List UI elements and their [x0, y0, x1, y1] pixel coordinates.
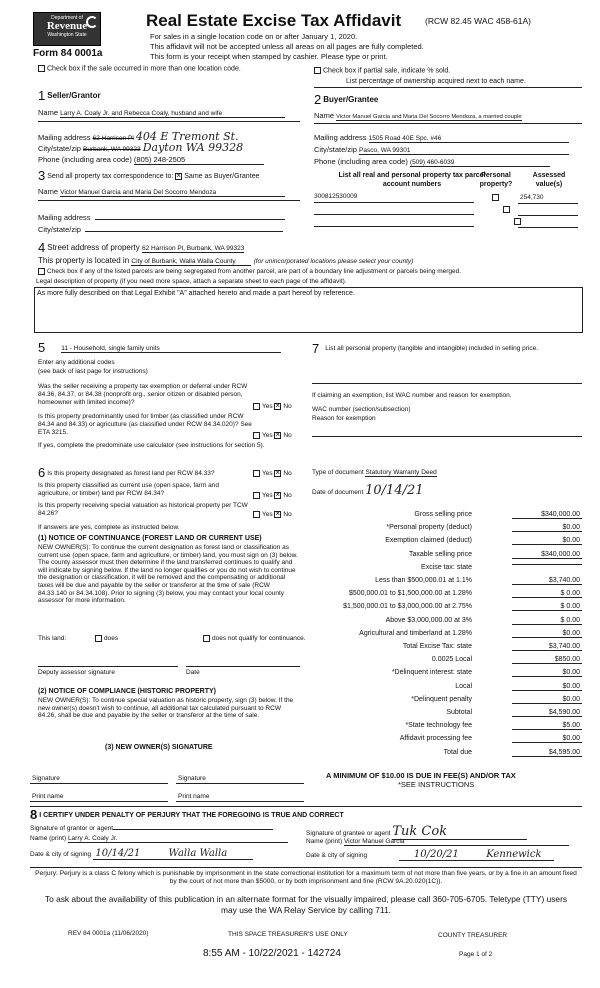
s6-q2-answer — [253, 492, 292, 499]
s6-q1-yes-checkbox[interactable] — [253, 470, 260, 477]
buyer-heading-label: Buyer/Grantee — [323, 95, 379, 104]
tax-row-label: Taxable selling price — [408, 550, 472, 558]
seller-city-handwritten: Dayton WA 99328 — [142, 141, 244, 154]
buyer-name-row — [314, 111, 582, 120]
personal-property-checkbox-2[interactable] — [503, 206, 510, 213]
page-number: Page 1 of 2 — [459, 951, 493, 958]
does-checkbox[interactable] — [95, 635, 102, 642]
assessed-value-header: Assessed value(s) — [532, 172, 566, 188]
personal-property-checkbox-1[interactable] — [492, 194, 499, 201]
corr-mail-row — [38, 212, 285, 222]
buyer-phone-row — [314, 157, 550, 167]
tax-row-value: $4,590.00 — [512, 709, 582, 717]
tax-row-label: Local — [455, 682, 472, 690]
seller-mail-label: Mailing address — [38, 133, 91, 142]
seller-city-row — [38, 141, 300, 154]
notice-continuance-title: (1) NOTICE OF CONTINUANCE (FOREST LAND OR CURRENT USE) — [38, 535, 262, 542]
page-title: Real Estate Excise Tax Affidavit — [146, 11, 402, 30]
section-2-num: 2 — [314, 92, 322, 107]
tax-row — [312, 603, 582, 617]
grantor-date: 10/14/21 — [93, 848, 143, 860]
tax-row — [312, 590, 582, 604]
see-back: (see back of last page for instructions) — [38, 368, 148, 375]
grantor-name-row — [30, 835, 288, 843]
seller-name: Larry A. Coaly Jr. and Rebecca Coaly, husband and wife — [60, 110, 285, 118]
buyer-mail-label: Mailing address — [314, 133, 367, 142]
tax-row-value: $5.00 — [512, 722, 582, 730]
tax-row-value: $ 0.00 — [512, 617, 582, 625]
seller-mail-printed: 62 Harrison Pl — [92, 135, 134, 142]
certification-row — [30, 807, 344, 822]
tax-row-label: Total Excise Tax: state — [402, 643, 472, 650]
buyer-city: Pasco, WA 99301 — [359, 147, 569, 155]
seller-phone-label: Phone (including area code) — [38, 155, 132, 164]
minimum-fee-note: A MINIMUM OF $10.00 IS DUE IN FEE(S) AND/OR TAX — [326, 771, 516, 780]
tax-row-value: $3,740.00 — [512, 643, 582, 651]
seller-phone: (805) 248-2505 — [134, 155, 264, 165]
reason-label: Reason for exemption — [312, 415, 376, 422]
s6-q3-yes-checkbox[interactable] — [253, 511, 260, 518]
grantee-signature-label: Signature of grantee or agent — [306, 830, 391, 837]
street-value: 62 Harrison Pl, Burbank, WA 99323 — [141, 245, 245, 252]
corr-name-row — [38, 187, 300, 197]
doc-date-label: Date of document — [312, 489, 364, 496]
exemption-label: If claiming an exemption, list WAC number and reason for exemption. — [312, 392, 512, 399]
q2-no-checkbox[interactable] — [274, 432, 281, 439]
see-instructions: *SEE INSTRUCTIONS — [398, 780, 475, 789]
alt-format-notice: To ask about the availability of this publication in an alternate format for the visually impaired, please call 360-705-6705. Teletype (TTY) users may use the WA Relay Service by calling 711. — [44, 894, 568, 915]
wac-label: WAC number (section/subsection) — [312, 406, 411, 413]
does-option — [95, 635, 118, 642]
tax-row-value: $0.00 — [512, 683, 582, 691]
grantee-name-row — [306, 838, 569, 846]
buyer-heading — [314, 92, 378, 107]
deputy-signature-label: Deputy assessor signature — [38, 669, 115, 676]
tax-row-value: $ 0.00 — [512, 590, 582, 598]
notice-compliance-text: NEW OWNER(S): To continue special valuation as historic property, sign (3) below. If the new owner(s) doesn't wish to continue, all additional tax calculated pursuant to RCW 84.26, shall be due and payable by the seller or transferor at the time of sale. — [38, 697, 294, 720]
does-not-label: does not qualify for continuance. — [212, 635, 306, 643]
s6-q3-no-checkbox[interactable] — [274, 511, 281, 518]
tax-row — [312, 564, 582, 578]
logo-line3: Washington State — [47, 32, 87, 38]
q1-no-label: No — [283, 403, 292, 411]
tax-row-value: $0.00 — [512, 630, 582, 638]
tax-row-label: Total due — [443, 748, 472, 756]
notice-continuance-text: NEW OWNER(S): To continue the current designation as forest land or classification as current use (open space, farm and agriculture, or timber) land, you must sign on (3) below. The county assessor must then determine if the land transferred continues to qualify and will indicate by signing below. If the land no longer qualifies or you do not wish to continue the designation or classification, it will be removed and the compensating or additional taxes will be due and payable by the seller or transferor at the time of sale (RCW 84.33.140 or 84.34.108). Prior to signing (3) below, you may contact your local county assessor for more information. — [38, 544, 298, 605]
seller-name-row — [38, 108, 300, 118]
grantor-city: Walla Walla — [143, 848, 253, 860]
section-8-num: 8 — [30, 807, 38, 822]
location-label: This property is located in — [38, 256, 130, 265]
section-7-num: 7 — [312, 341, 320, 356]
location-row — [38, 256, 413, 266]
logo-line2: Revenue — [46, 20, 88, 32]
corr-mail-label: Mailing address — [38, 213, 91, 222]
q1-answer — [253, 403, 292, 410]
grantee-name-label: Name (print) — [306, 838, 343, 845]
location-note: (for unincorporated locations please select your county) — [253, 258, 414, 265]
q1-no-checkbox[interactable] — [274, 403, 281, 410]
grantee-name: Victor Manuel Garcia — [344, 838, 569, 846]
seller-heading-label: Seller/Grantor — [47, 91, 101, 100]
receipt-stamp: 8:55 AM - 10/22/2021 - 142724 — [203, 948, 341, 959]
does-label: does — [104, 635, 119, 643]
logo-line1: Department of — [51, 15, 83, 21]
logo-swirl-icon — [86, 16, 98, 28]
tax-row-value: $340,000.00 — [512, 511, 582, 519]
personal-property-label: List all personal property (tangible and intangible) included in selling price. — [325, 345, 539, 352]
segregation-row — [38, 268, 588, 275]
tax-row-label: *Delinquent interest: state — [391, 669, 472, 677]
intro-2: This affidavit will not be accepted unless all areas on all pages are fully completed. — [150, 42, 424, 51]
parcel-number: 300812530009 — [314, 193, 358, 200]
seller-city-label: City/state/zip — [38, 144, 81, 153]
correspondence-row — [38, 168, 259, 183]
partial-sale-checkbox[interactable] — [314, 67, 321, 74]
tax-row — [312, 617, 582, 631]
tax-row-label: $1,500,000.01 to $3,000,000.00 at 2.75% — [343, 603, 472, 611]
legal-description-box — [34, 287, 583, 333]
tax-row — [312, 524, 582, 538]
seller-name-label: Name — [38, 108, 59, 117]
personal-property-row — [312, 341, 582, 356]
buyer-name-label: Name — [314, 111, 335, 120]
grantor-signature-row — [30, 822, 273, 832]
tax-row — [312, 551, 582, 565]
statute: (RCW 82.45 WAC 458-61A) — [425, 16, 531, 26]
section-6-num: 6 — [38, 465, 46, 480]
location-value: City of Burbank, Walla Walla County — [131, 258, 251, 266]
tax-row — [312, 537, 582, 551]
county-treasurer: COUNTY TREASURER — [438, 932, 508, 939]
tax-row-label: Affidavit processing fee — [399, 735, 472, 743]
same-as-buyer-checkbox[interactable] — [175, 173, 182, 180]
tax-row-label: *State technology fee — [405, 722, 472, 730]
grantor-date-label: Date & city of signing — [30, 851, 92, 858]
perjury-notice: Perjury: Perjury is a class C felony which is punishable by imprisonment in the state correctional institution for a maximum term of not more than five years, or by a fine in an amount fixed by the court of not more than $5000, or by both imprisonment and fine (RCW 9A.20.020(1C)). — [35, 870, 577, 885]
corr-name: Victor Manuel Garcia and Maria Del Socorro Mendoza — [60, 189, 285, 197]
predominate-use: If yes, complete the predominate use calculator (see instructions for section 5). — [38, 442, 265, 449]
this-land-label: This land: — [38, 635, 67, 642]
s6-q2-no-label: No — [283, 492, 292, 500]
tax-row — [312, 511, 582, 525]
tax-row — [312, 656, 582, 670]
tax-row-label: $500,000.01 to $1,500,000.00 at 1.28% — [349, 590, 472, 598]
doc-type: Statutory Warranty Deed — [365, 469, 437, 476]
tax-row-label: *Personal property (deduct) — [386, 524, 472, 532]
personal-property-checkbox-3[interactable] — [514, 218, 521, 225]
tax-row — [312, 630, 582, 644]
multi-location-checkbox[interactable] — [38, 65, 45, 72]
intro-1: For sales in a single location code on or after January 1, 2020. — [150, 32, 358, 41]
tax-row-label: Gross selling price — [414, 511, 472, 518]
buyer-phone: (509) 460-6039 — [410, 159, 550, 167]
buyer-city-label: City/state/zip — [314, 145, 357, 154]
new-owner-signature-title: (3) NEW OWNER(S) SIGNATURE — [105, 744, 213, 751]
tax-row-label: Above $3,000,000.00 at 3% — [385, 616, 472, 624]
section-5-num: 5 — [38, 340, 46, 355]
doc-type-label: Type of document — [312, 469, 364, 476]
grantee-signature: Tuk Cok — [392, 824, 527, 840]
s6-q3-answer — [253, 511, 292, 518]
tax-row-value — [512, 564, 582, 565]
tax-row — [312, 709, 582, 723]
tax-row — [312, 735, 582, 749]
grantee-date: 10/20/21 — [399, 849, 474, 861]
intro-3: This form is your receipt when stamped by cashier. Please type or print. — [150, 52, 388, 61]
grantee-date-row — [306, 849, 554, 861]
tax-row-label: Subtotal — [446, 709, 472, 716]
owner-print-label-2: Print name — [178, 793, 210, 800]
land-use-row — [38, 340, 281, 355]
tax-row-label: Excise tax: state — [421, 563, 472, 571]
buyer-mail-row — [314, 133, 569, 143]
q2-yes-checkbox[interactable] — [253, 432, 260, 439]
tax-row-value: $3,740.00 — [512, 577, 582, 585]
tax-row-label: Agricultural and timberland at 1.28% — [359, 629, 472, 637]
rev-number: REV 84 0001a (11/06/2020) — [68, 930, 149, 937]
s6-q2-no-checkbox[interactable] — [274, 492, 281, 499]
multi-location-check[interactable] — [38, 65, 241, 72]
tax-row-label: 0.0025 Local — [431, 656, 472, 664]
segregation-checkbox[interactable] — [38, 268, 45, 275]
tax-row-value: $0.00 — [512, 537, 582, 545]
doc-type-row — [312, 469, 437, 476]
tax-row — [312, 683, 582, 697]
tax-row-value: $ 0.00 — [512, 603, 582, 611]
seller-city-printed: Burbank, WA 99323 — [83, 146, 141, 153]
certification-label: I CERTIFY UNDER PENALTY OF PERJURY THAT THE FOREGOING IS TRUE AND CORRECT — [39, 812, 344, 819]
assessed-value: 254,730 — [520, 194, 544, 201]
segregation-label: Check box if any of the listed parcels are being segregated from another parcel, are part of a boundary line adjustment or parcels being merged. — [47, 268, 462, 276]
current-use-question: Is this property classified as current use (open space, farm and agriculture, or timber) land per RCW 84.34? — [38, 482, 220, 497]
tax-row — [312, 577, 582, 591]
s6-q1-yes-label: Yes — [262, 470, 273, 478]
section-1-num: 1 — [38, 88, 46, 103]
tax-row-value: $4,595.00 — [512, 749, 582, 757]
corr-label: Send all property tax correspondence to: — [47, 173, 174, 180]
s6-q3-yes-label: Yes — [262, 511, 273, 519]
street-row — [38, 240, 244, 255]
q1-yes-label: Yes — [262, 403, 273, 411]
s6-q2-yes-label: Yes — [262, 492, 273, 500]
notice-compliance-title: (2) NOTICE OF COMPLIANCE (HISTORIC PROPERTY) — [38, 688, 216, 695]
section-4-num: 4 — [38, 240, 46, 255]
owner-signature-label-2: Signature — [178, 775, 206, 782]
s6-q1-no-label: No — [283, 470, 292, 478]
partial-sale-check[interactable] — [314, 67, 450, 74]
q2-answer — [253, 432, 292, 439]
q2-yes-label: Yes — [262, 432, 273, 440]
partial-sale-label: Check box if partial sale, indicate % sold. — [323, 67, 451, 75]
land-use-code: 11 - Household, single family units — [61, 345, 281, 353]
doc-date-row — [312, 483, 424, 498]
legal-description: As more fully described on that Legal Exhibit "A" attached hereto and made a part hereof by reference. — [37, 290, 355, 297]
grantor-name: Larry A. Coaly Jr. — [68, 835, 288, 843]
tax-row-label: Less than $500,000.01 at 1.1% — [375, 577, 472, 584]
s6-q1-answer — [253, 470, 292, 477]
exemption-question: Was the seller receiving a property tax exemption or deferral under RCW 84.36, 84.37, or 84.38 (nonprofit org., senior citizen or disabled person, homeowner with limited income)? — [38, 383, 248, 406]
tax-row — [312, 749, 582, 763]
buyer-mail: 1505 Road 40E Spc. #46 — [369, 135, 569, 143]
grantor-date-row — [30, 848, 253, 860]
corr-city-row — [38, 224, 283, 234]
tax-row-value: $850.00 — [512, 656, 582, 664]
q2-no-label: No — [283, 432, 292, 440]
seller-mail-handwritten: 404 E Tremont St. — [135, 130, 239, 143]
s6-q3-no-label: No — [283, 511, 292, 519]
tax-row — [312, 669, 582, 683]
buyer-city-row — [314, 145, 569, 155]
section-3-num: 3 — [38, 168, 46, 183]
tax-row-value: $0.00 — [512, 696, 582, 704]
revenue-logo — [33, 12, 101, 46]
doc-date: 10/14/21 — [365, 483, 424, 498]
corr-name-label: Name — [38, 187, 59, 196]
list-pct: List percentage of ownership acquired next to each name. — [346, 78, 526, 85]
grantee-date-label: Date & city of signing — [306, 852, 368, 859]
buyer-phone-label: Phone (including area code) — [314, 157, 408, 166]
multi-location-label: Check box if the sale occurred in more than one location code. — [47, 65, 241, 73]
grantee-city: Kennewick — [474, 849, 554, 861]
tax-row — [312, 696, 582, 710]
same-as-buyer-label: Same as Buyer/Grantee — [184, 173, 260, 180]
timber-question: Is this property predominantly used for timber (as classified under RCW 84.34 and 84.33) or agriculture (as classified under RCW 84.34.020)? See ETA 3215. — [38, 413, 252, 436]
if-yes: If answers are yes, complete as instructed below. — [38, 524, 180, 531]
grantor-signature-label: Signature of grantor or agent — [30, 825, 114, 832]
tax-row — [312, 722, 582, 736]
tax-row-label: Exemption claimed (deduct) — [385, 537, 472, 545]
q1-yes-checkbox[interactable] — [253, 403, 260, 410]
seller-phone-row — [38, 155, 264, 165]
does-not-checkbox[interactable] — [203, 635, 210, 642]
legal-label: Legal description of property (if you need more space, attach a separate sheet to each page of the affidavit). — [36, 278, 347, 285]
tax-row-value: $0.00 — [512, 669, 582, 677]
parcels-header: List all real and personal property tax parcel account numbers — [338, 172, 486, 188]
seller-heading — [38, 88, 101, 103]
tax-row — [312, 643, 582, 657]
s6-q1-no-checkbox[interactable] — [274, 470, 281, 477]
owner-print-label-1: Print name — [32, 793, 64, 800]
tax-row-value: $340,000.00 — [512, 551, 582, 559]
buyer-name: Victor Manuel Garcia and Maria Del Socorro Mendoza, a married couple — [336, 114, 522, 120]
deputy-date-label: Date — [186, 669, 200, 676]
treasurer-use-only: THIS SPACE TREASURER'S USE ONLY — [228, 931, 348, 938]
corr-city-label: City/state/zip — [38, 225, 81, 234]
tax-row-value: $0.00 — [512, 735, 582, 743]
owner-signature-label-1: Signature — [32, 775, 60, 782]
grantor-name-label: Name (print) — [30, 835, 67, 842]
personal-property-header: Personal property? — [479, 172, 513, 188]
street-label: Street address of property — [47, 243, 140, 252]
historic-question: Is this property receiving special valuation as historical property per TCW 84.26? — [38, 502, 248, 517]
s6-q2-yes-checkbox[interactable] — [253, 492, 260, 499]
tax-row-label: *Delinquent penalty — [411, 695, 472, 703]
forest-question: Is this property designated as forest land per RCW 84.33? — [47, 470, 215, 477]
enter-codes: Enter any additional codes — [38, 359, 115, 366]
tax-row-value: $0.00 — [512, 524, 582, 532]
form-number: Form 84 0001a — [33, 48, 103, 59]
